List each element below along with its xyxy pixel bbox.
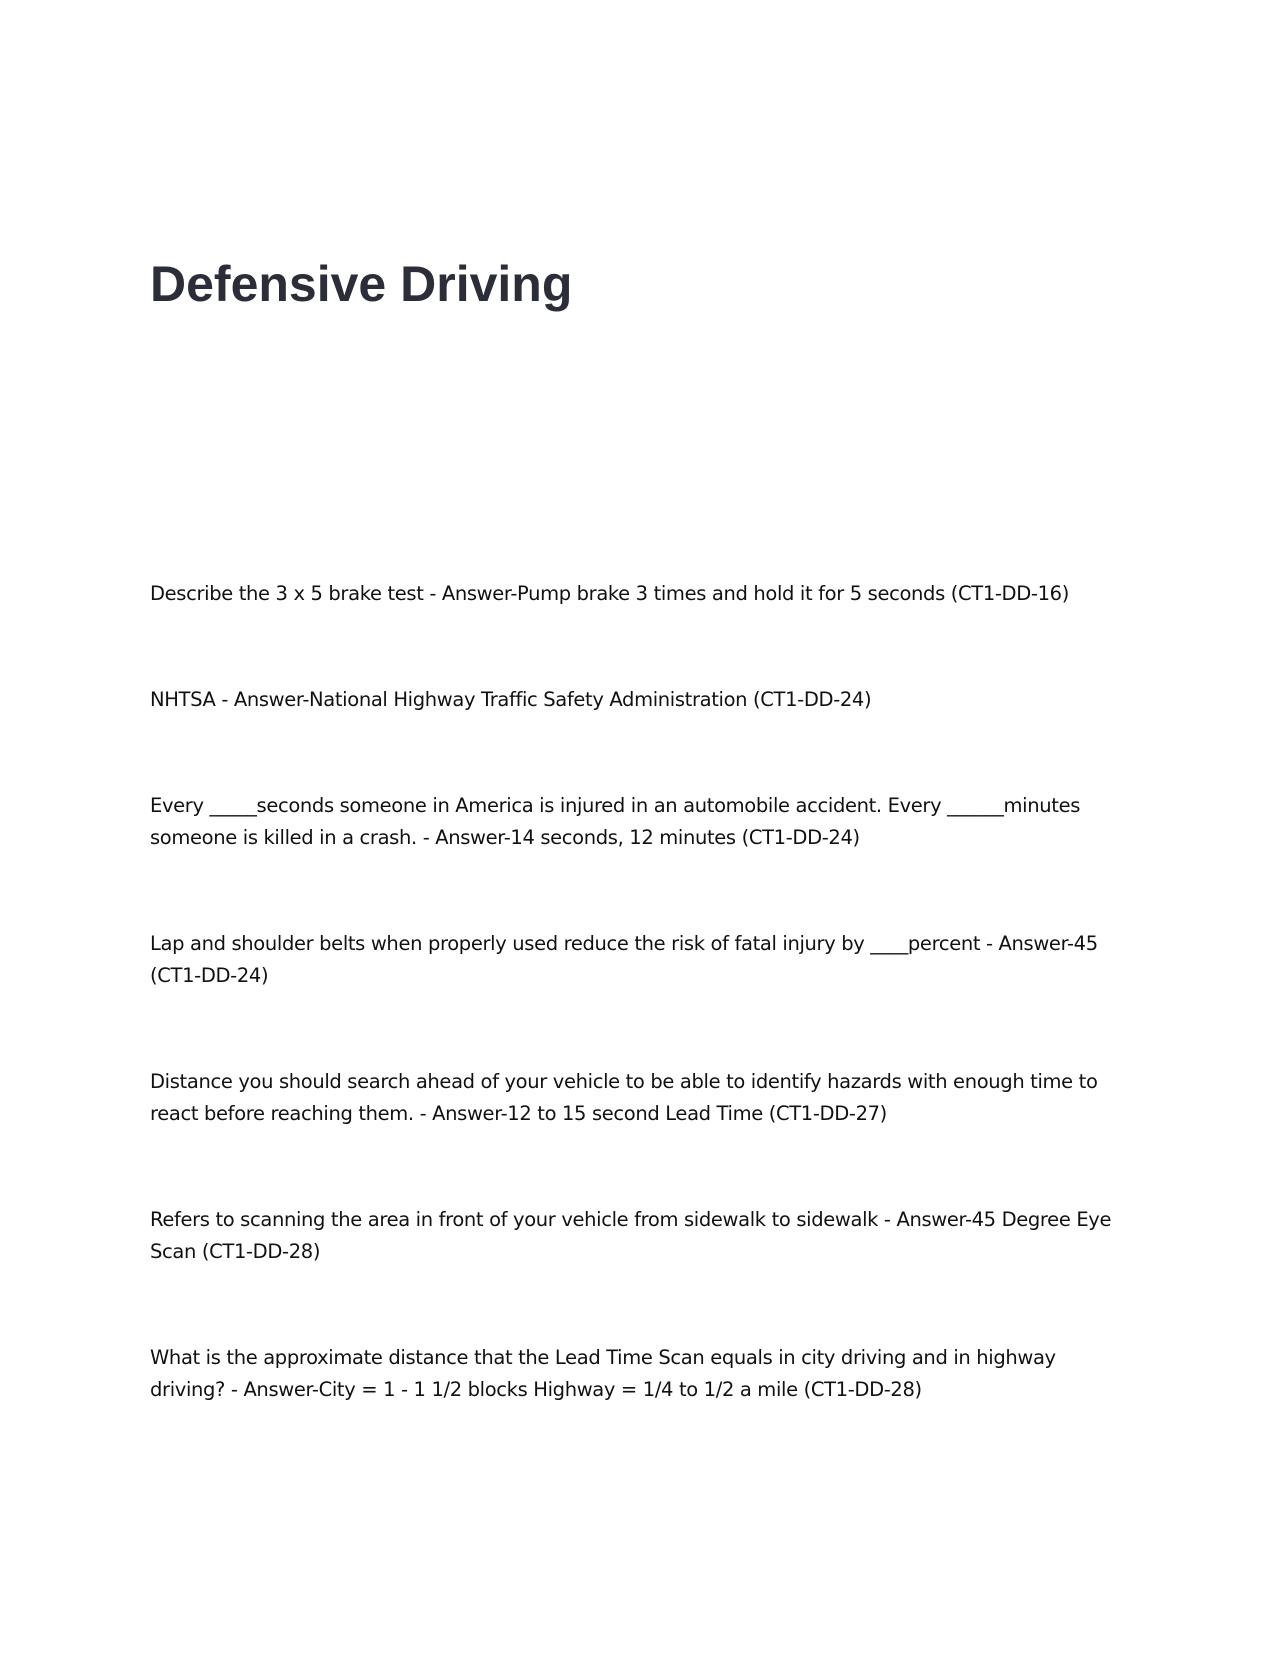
- qa-item-text: Refers to scanning the area in front of your vehicle from sidewalk to sidewalk - Answer-45 Degree Eye Scan (CT1-DD-28): [150, 1208, 1112, 1263]
- qa-item-text: Distance you should search ahead of your vehicle to be able to identify hazards with enough time to react before reaching them. - Answer-12 to 15 second Lead Time (CT1-DD-27): [150, 1070, 1098, 1125]
- qa-item-5: [150, 1066, 1125, 1130]
- qa-item-2: [150, 684, 1125, 716]
- qa-item-text: Describe the 3 x 5 brake test - Answer-Pump brake 3 times and hold it for 5 seconds (CT1-DD-16): [150, 582, 1069, 605]
- qa-item-7: [150, 1342, 1125, 1406]
- qa-item-text: Lap and shoulder belts when properly used reduce the risk of fatal injury by ____percent - Answer-45 (CT1-DD-24): [150, 932, 1098, 987]
- document-title: Defensive Driving: [150, 256, 573, 312]
- qa-item-text: NHTSA - Answer-National Highway Traffic Safety Administration (CT1-DD-24): [150, 688, 872, 711]
- qa-item-text: What is the approximate distance that the Lead Time Scan equals in city driving and in highway driving? - Answer-City = 1 - 1 1/2 blocks Highway = 1/4 to 1/2 a mile (CT1-DD-28): [150, 1346, 1056, 1401]
- qa-item-4: [150, 928, 1125, 992]
- qa-item-1: [150, 578, 1125, 610]
- qa-item-6: [150, 1204, 1125, 1268]
- qa-item-text: Every _____seconds someone in America is injured in an automobile accident. Every ______minutes someone is killed in a crash. - Answer-14 seconds, 12 minutes (CT1-DD-24): [150, 794, 1081, 849]
- qa-item-3: [150, 790, 1125, 854]
